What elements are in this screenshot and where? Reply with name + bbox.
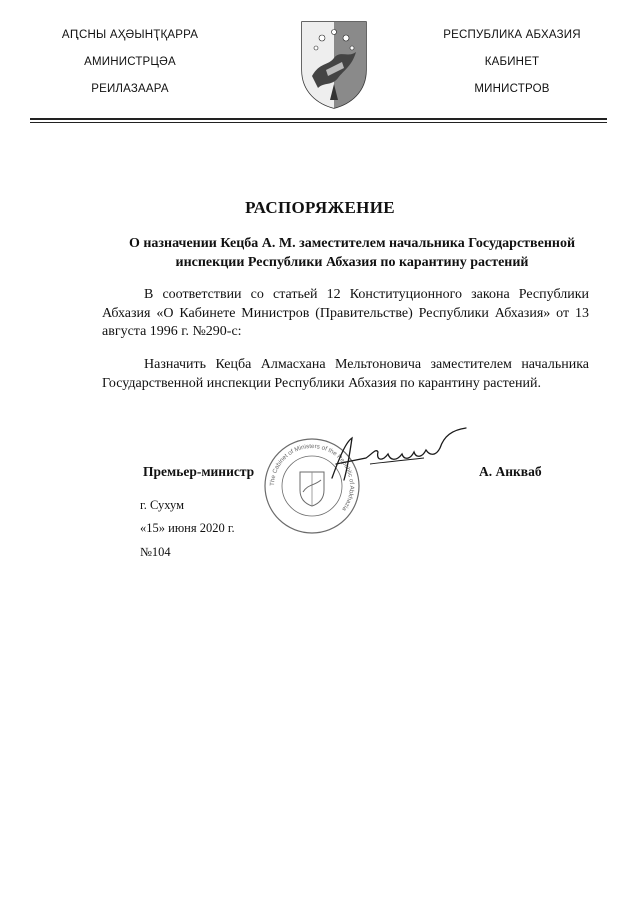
seal-text: The Cabinet of Ministers of the Republic of Abkhazia bbox=[268, 442, 356, 513]
paragraph-appointment: Назначить Кецба Алмасхана Мельтоновича заместителем начальника Государственной инспекции Республики Абхазия по карантину растений. bbox=[102, 357, 589, 391]
header-right-line-3: МИНИСТРОВ bbox=[474, 83, 550, 95]
header-divider-thick bbox=[30, 118, 607, 120]
handwritten-signature-icon bbox=[326, 426, 476, 488]
header-right-line-1: РЕСПУБЛИКА АБХАЗИЯ bbox=[443, 29, 581, 41]
signatory-name: А. Анкваб bbox=[479, 464, 542, 479]
coat-of-arms-icon bbox=[298, 18, 370, 110]
header-divider-thin bbox=[30, 122, 607, 123]
header-right-line-2: КАБИНЕТ bbox=[484, 56, 540, 68]
paragraph-basis: В соответствии со статьей 12 Конституционного закона Республики Абхазия «О Кабинете Министров (Правительстве) Республики Абхазия» от 13 августа 1996 г. №290-с: bbox=[102, 287, 589, 339]
header-right-block bbox=[412, 28, 612, 109]
header-left-line-1: АԤСНЫ АҲӘЫНҬҚАРРА bbox=[61, 29, 199, 41]
header-left-line-2: АМИНИСТРЦӘА bbox=[84, 56, 176, 68]
issue-city: г. Сухум bbox=[140, 498, 185, 512]
document-number: №104 bbox=[140, 545, 171, 559]
document-title: РАСПОРЯЖЕНИЕ bbox=[245, 198, 395, 217]
header-left-line-3: РЕИЛАЗААРА bbox=[91, 83, 169, 95]
issue-date: «15» июня 2020 г. bbox=[140, 521, 235, 535]
document-subject: О назначении Кецба А. М. заместителем начальника Государственной инспекции Республики Абхазия по карантину растений bbox=[128, 236, 576, 270]
header-left-block bbox=[30, 28, 230, 109]
signatory-role: Премьер-министр bbox=[143, 464, 255, 479]
